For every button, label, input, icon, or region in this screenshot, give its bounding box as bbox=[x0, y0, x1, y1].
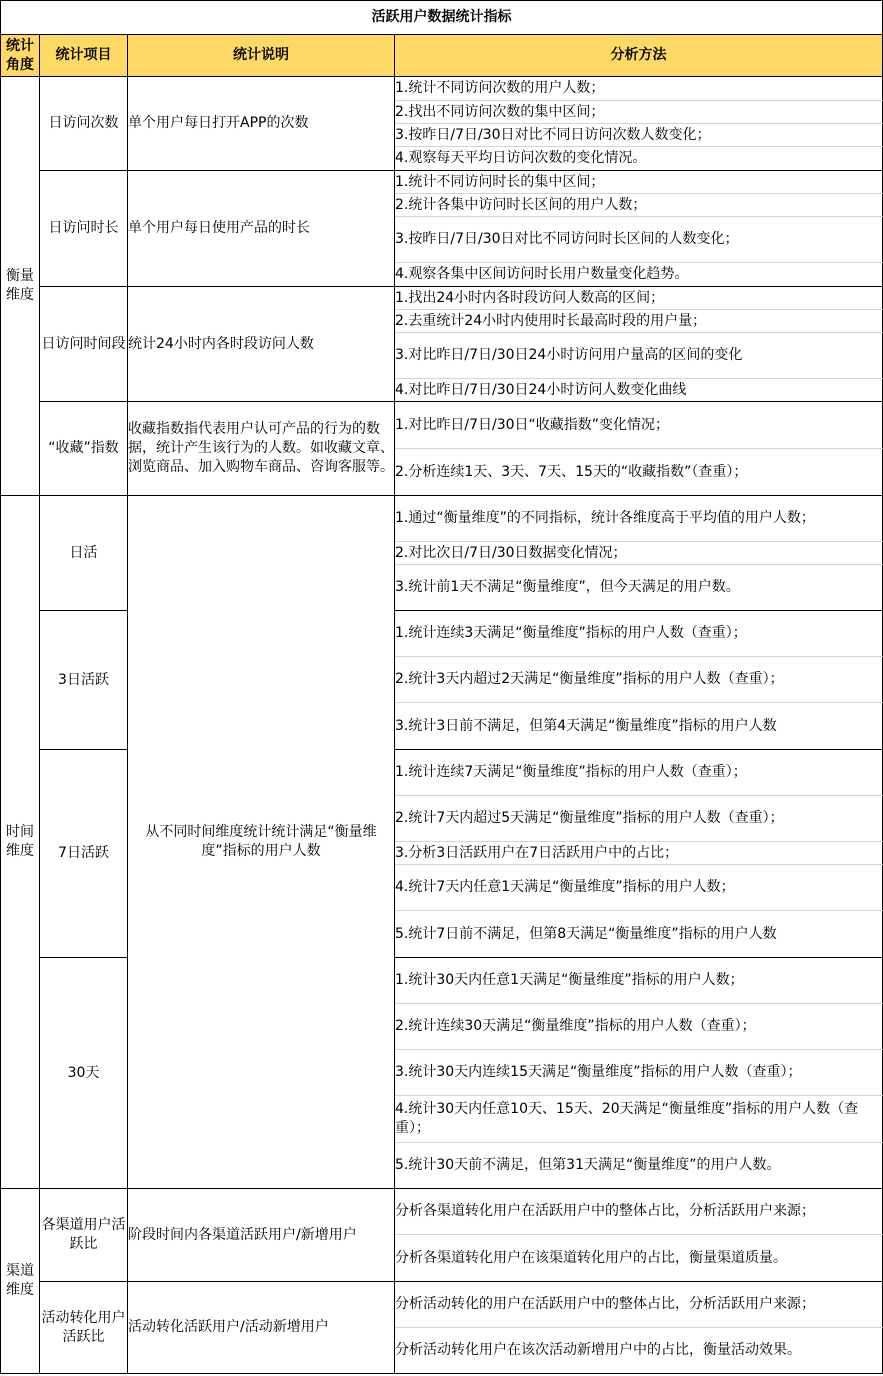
method-line: 5.统计30天前不满足，但第31天满足“衡量维度”的用户人数。 bbox=[395, 1143, 883, 1189]
angle-cell: 渠道维度 bbox=[1, 1189, 40, 1374]
item-desc: 单个用户每日使用产品的时长 bbox=[128, 171, 395, 287]
method-line: 1.通过“衡量维度”的不同指标，统计各维度高于平均值的用户人数； bbox=[395, 496, 883, 542]
method-line: 2.分析连续1天、3天、7天、15天的“收藏指数”（查重）； bbox=[395, 449, 883, 496]
header-desc: 统计说明 bbox=[128, 35, 395, 77]
item-desc: 阶段时间内各渠道活跃用户/新增用户 bbox=[128, 1189, 395, 1282]
item-name: 30天 bbox=[40, 958, 128, 1189]
header-method: 分析方法 bbox=[395, 35, 883, 77]
item-desc: 收藏指数指代表用户认可产品的行为的数据，统计产生该行为的人数。如收藏文章、浏览商品、加入购物车商品、咨询客服等。 bbox=[128, 402, 395, 496]
header-angle: 统计角度 bbox=[1, 35, 40, 77]
table-title: 活跃用户数据统计指标 bbox=[1, 1, 883, 35]
method-line: 2.去重统计24小时内使用时长最高时段的用户量； bbox=[395, 310, 883, 333]
method-line: 3.按昨日/7日/30日对比不同访问时长区间的人数变化； bbox=[395, 217, 883, 263]
item-name: 各渠道用户活跃比 bbox=[40, 1189, 128, 1282]
method-line: 2.统计连续30天满足“衡量维度”指标的用户人数（查重）； bbox=[395, 1004, 883, 1050]
method-line: 2.统计各集中访问时长区间的用户人数； bbox=[395, 194, 883, 217]
method-line: 3.统计前1天不满足“衡量维度”，但今天满足的用户数。 bbox=[395, 565, 883, 611]
method-line: 4.对比昨日/7日/30日24小时访问人数变化曲线 bbox=[395, 379, 883, 402]
method-line: 分析各渠道转化用户在该渠道转化用户的占比，衡量渠道质量。 bbox=[395, 1235, 883, 1282]
angle-cell: 时间维度 bbox=[1, 496, 40, 1189]
item-desc: 单个用户每日打开APP的次数 bbox=[128, 77, 395, 171]
item-name: 7日活跃 bbox=[40, 750, 128, 958]
method-line: 分析活动转化的用户在活跃用户中的整体占比，分析活跃用户来源； bbox=[395, 1282, 883, 1328]
method-line: 2.对比次日/7日/30日数据变化情况； bbox=[395, 542, 883, 565]
method-line: 分析各渠道转化用户在活跃用户中的整体占比，分析活跃用户来源； bbox=[395, 1189, 883, 1235]
method-line: 2.统计7天内超过5天满足“衡量维度”指标的用户人数（查重）； bbox=[395, 796, 883, 842]
header-item: 统计项目 bbox=[40, 35, 128, 77]
item-name: 日活 bbox=[40, 496, 128, 611]
method-line: 3.按昨日/7日/30日对比不同日访问次数人数变化； bbox=[395, 124, 883, 147]
method-line: 3.统计30天内连续15天满足“衡量维度”指标的用户人数（查重）； bbox=[395, 1050, 883, 1096]
method-line: 4.统计7天内任意1天满足“衡量维度”指标的用户人数； bbox=[395, 865, 883, 911]
method-line: 1.找出24小时内各时段访问人数高的区间； bbox=[395, 287, 883, 310]
item-desc: 从不同时间维度统计统计满足“衡量维度”指标的用户人数 bbox=[128, 496, 395, 1189]
method-line: 1.统计不同访问次数的用户人数； bbox=[395, 77, 883, 101]
method-line: 1.对比昨日/7日/30日“收藏指数”变化情况； bbox=[395, 402, 883, 449]
item-name: 3日活跃 bbox=[40, 611, 128, 750]
item-name: 日访问时间段 bbox=[40, 287, 128, 402]
method-line: 2.统计3天内超过2天满足“衡量维度”指标的用户人数（查重）； bbox=[395, 657, 883, 703]
method-line: 4.观察每天平均日访问次数的变化情况。 bbox=[395, 147, 883, 171]
method-line: 3.对比昨日/7日/30日24小时访问用户量高的区间的变化 bbox=[395, 333, 883, 379]
method-line: 1.统计连续3天满足“衡量维度”指标的用户人数（查重）； bbox=[395, 611, 883, 657]
method-line: 2.找出不同访问次数的集中区间； bbox=[395, 101, 883, 124]
item-desc: 活动转化活跃用户/活动新增用户 bbox=[128, 1282, 395, 1374]
item-name: 日访问次数 bbox=[40, 77, 128, 171]
item-name: 日访问时长 bbox=[40, 171, 128, 287]
method-line: 1.统计连续7天满足“衡量维度”指标的用户人数（查重）； bbox=[395, 750, 883, 796]
method-line: 3.分析3日活跃用户在7日活跃用户中的占比； bbox=[395, 842, 883, 865]
method-line: 1.统计不同访问时长的集中区间； bbox=[395, 171, 883, 194]
method-line: 3.统计3日前不满足，但第4天满足“衡量维度”指标的用户人数 bbox=[395, 703, 883, 750]
item-name: “收藏”指数 bbox=[40, 402, 128, 496]
item-name: 活动转化用户活跃比 bbox=[40, 1282, 128, 1374]
method-line: 1.统计30天内任意1天满足“衡量维度”指标的用户人数； bbox=[395, 958, 883, 1004]
angle-cell: 衡量维度 bbox=[1, 77, 40, 496]
item-desc: 统计24小时内各时段访问人数 bbox=[128, 287, 395, 402]
method-line: 4.观察各集中区间访问时长用户数量变化趋势。 bbox=[395, 263, 883, 287]
method-line: 4.统计30天内任意10天、15天、20天满足“衡量维度”指标的用户人数（查重）； bbox=[395, 1096, 883, 1143]
method-line: 5.统计7日前不满足，但第8天满足“衡量维度”指标的用户人数 bbox=[395, 911, 883, 958]
method-line: 分析活动转化用户在该次活动新增用户中的占比，衡量活动效果。 bbox=[395, 1328, 883, 1374]
